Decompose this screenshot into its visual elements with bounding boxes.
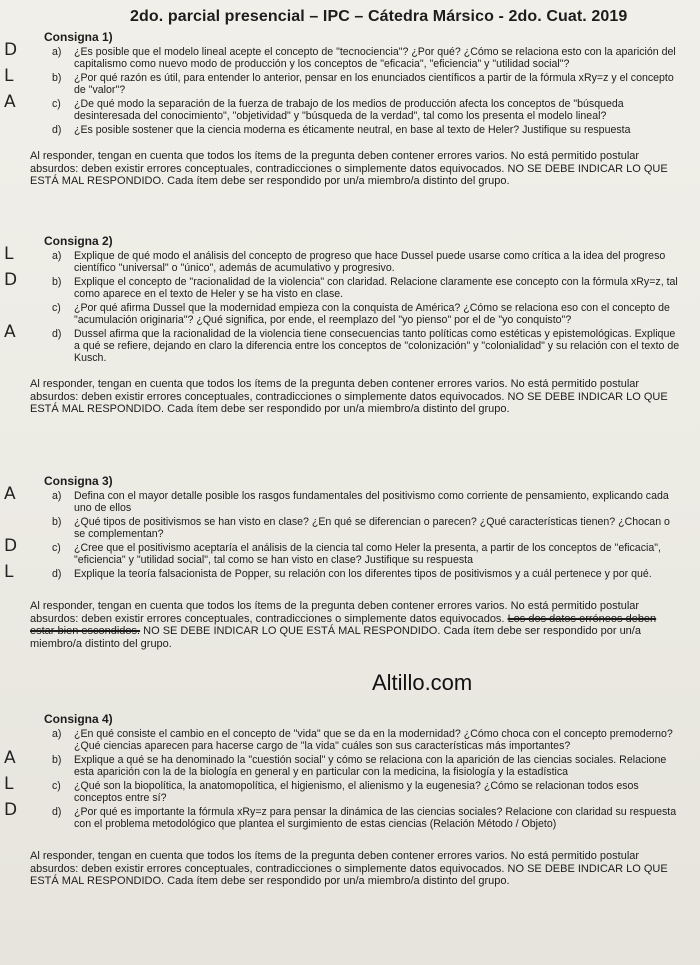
item-text: ¿Es posible que el modelo lineal acepte el concepto de "tecnociencia"? ¿Por qué? ¿Cómo se relaciona esto con la aparición del capitalismo como nuevo modo de producción y los conceptos de "eficacia", "eficiencia" y "utilidad social"? (74, 46, 676, 70)
item-letter: b) (52, 754, 62, 766)
question-item (4, 800, 680, 830)
handwritten-mark: D (4, 536, 18, 556)
question-item (4, 774, 680, 804)
question-item (30, 516, 680, 540)
item-text: ¿Por qué es importante la fórmula xRy=z para pensar la dinámica de las ciencias sociales? Relacione con claridad su respuesta con el problema metodológico que plantea el surgimiento de estas ciencias (Relación Método / Objeto) (74, 806, 677, 830)
instructions-note: Al responder, tengan en cuenta que todos los ítems de la pregunta deben contener errores varios. No está permitido postular absurdos: deben existir errores conceptuales, contradicciones o simplemente datos equivocados. NO SE DEBE INDICAR LO QUE ESTÁ MAL RESPONDIDO. Cada ítem debe ser respondido por un/a miembro/a distinto del grupo. (30, 850, 668, 888)
item-letter: d) (52, 328, 62, 340)
question-item (30, 124, 680, 136)
consigna-1 (4, 30, 680, 188)
consigna-heading: Consigna 1) (44, 30, 113, 44)
item-letter: c) (52, 542, 61, 554)
handwritten-mark: D (4, 270, 18, 290)
item-letter: d) (52, 568, 62, 580)
consigna-heading: Consigna 4) (44, 712, 113, 726)
item-letter: b) (52, 516, 62, 528)
question-item (4, 244, 680, 274)
item-text: ¿De qué modo la separación de la fuerza de trabajo de los medios de producción afecta los conceptos de "búsqueda desinteresada del conocimiento", "objetividad" y "búsqueda de la verdad", tal como los presenta el modelo lineal? (74, 98, 624, 122)
handwritten-mark: L (4, 244, 14, 264)
question-item (4, 484, 680, 514)
item-text: ¿Por qué razón es útil, para entender lo anterior, pensar en los enunciados científicos a partir de la fórmula xRy=z y el concepto de "valor"? (74, 72, 674, 96)
item-letter: c) (52, 302, 61, 314)
handwritten-mark: D (4, 40, 18, 60)
handwritten-mark: L (4, 774, 14, 794)
page-title: 2do. parcial presencial – IPC – Cátedra Mársico - 2do. Cuat. 2019 (130, 8, 628, 25)
item-letter: d) (52, 806, 62, 818)
item-letter: d) (52, 124, 62, 136)
handwritten-mark: A (4, 322, 16, 342)
handwritten-mark: A (4, 484, 16, 504)
question-item (4, 66, 680, 96)
item-text: ¿Es posible sostener que la ciencia moderna es éticamente neutral, en base al texto de Heler? Justifique su respuesta (74, 124, 631, 136)
watermark: Altillo.com (372, 670, 473, 695)
item-letter: a) (52, 490, 62, 502)
question-item (4, 40, 680, 70)
note-part: NO SE DEBE INDICAR LO QUE ESTÁ MAL RESPONDIDO. Cada ítem debe ser respondido por un/a miembro/a distinto del grupo. (30, 625, 641, 650)
item-text: ¿En qué consiste el cambio en el concepto de "vida" que se da en la modernidad? ¿Cómo choca con el concepto premoderno? ¿Qué ciencias aparecen para hacerse cargo de "la vida" cuáles son sus características más importantes? (74, 728, 673, 752)
item-text: Explique de qué modo el análisis del concepto de progreso que hace Dussel puede usarse como crítica a la idea del progreso científico "universal" o "único", además de acumulativo y progresivo. (74, 250, 666, 274)
instructions-note: Al responder, tengan en cuenta que todos los ítems de la pregunta deben contener errores varios. No está permitido postular absurdos: deben existir errores conceptuales, contradicciones o simplemente datos equivocados. NO SE DEBE INDICAR LO QUE ESTÁ MAL RESPONDIDO. Cada ítem debe ser respondido por un/a miembro/a distinto del grupo. (30, 150, 668, 188)
handwritten-mark: L (4, 66, 14, 86)
handwritten-mark: A (4, 92, 16, 112)
item-letter: b) (52, 276, 62, 288)
item-letter: c) (52, 780, 61, 792)
item-letter: c) (52, 98, 61, 110)
handwritten-mark: D (4, 800, 18, 820)
question-item (4, 322, 680, 364)
item-text: Defina con el mayor detalle posible los rasgos fundamentales del positivismo como corriente de pensamiento, explicando cada uno de ellos (74, 490, 669, 514)
item-text: Dussel afirma que la racionalidad de la violencia tiene consecuencias tanto políticas como estéticas y epistemológicas. Explique a qué se refiere, dejando en claro la diferencia entre los conceptos de "colonización" y "colonialidad" y su relación con el texto de Kusch. (74, 328, 680, 364)
question-item (4, 748, 680, 778)
question-item (30, 302, 680, 326)
item-text: ¿Por qué afirma Dussel que la modernidad empieza con la conquista de América? ¿Cómo se relaciona eso con el concepto de "acumulación originaria"? ¿Qué significa, por ende, el reemplazo del "yo pienso" por el de "yo conquisto"? (74, 302, 670, 326)
consigna-heading: Consigna 3) (44, 474, 113, 488)
instructions-note (30, 600, 680, 650)
consigna-4 (4, 712, 680, 888)
item-text: Explique a qué se ha denominado la "cuestión social" y cómo se relaciona con la aparición de las ciencias sociales. Relacione esta aparición con la de la biología en general y en particular con la medicina, la fisiología y la estadística (74, 754, 667, 778)
item-text: Explique el concepto de "racionalidad de la violencia" con claridad. Relacione claramente ese concepto con la fórmula xRy=z, tal como aparece en el texto de Heler y se ha visto en clase. (74, 276, 678, 300)
item-text: ¿Qué son la biopolítica, la anatomopolítica, el higienismo, el alienismo y la eugenesia? ¿Cómo se relacionan todos esos conceptos entre sí? (74, 780, 639, 804)
item-letter: a) (52, 250, 62, 262)
item-letter: a) (52, 46, 62, 58)
handwritten-mark: A (4, 748, 16, 768)
item-letter: a) (52, 728, 62, 740)
struck-out-text: Los dos datos erróneos deben estar bien escondidos. (30, 612, 657, 638)
question-item (4, 270, 680, 300)
question-item (4, 536, 680, 566)
item-letter: b) (52, 72, 62, 84)
instructions-note: Al responder, tengan en cuenta que todos los ítems de la pregunta deben contener errores varios. No está permitido postular absurdos: deben existir errores conceptuales, contradicciones o simplemente datos equivocados. NO SE DEBE INDICAR LO QUE ESTÁ MAL RESPONDIDO. Cada ítem debe ser respondido por un/a miembro/a distinto del grupo. (30, 378, 668, 416)
note-part: Al responder, tengan en cuenta que todos los ítems de la pregunta deben contener errores varios. No está permitido postular absurdos: deben existir errores conceptuales, contradicciones o simplemente datos equivocados. (30, 600, 640, 625)
consigna-3 (4, 474, 680, 650)
item-text: Explique la teoría falsacionista de Popper, su relación con los diferentes tipos de positivismos y a cuál pertenece y por qué. (74, 568, 652, 580)
question-item (4, 562, 680, 582)
item-text: ¿Cree que el positivismo aceptaría el análisis de la ciencia tal como Heler la presenta, a partir de los conceptos de "eficacia", "eficiencia" y "utilidad social", tal como se han visto en clase? Justifique su respuesta (74, 542, 661, 566)
consigna-2 (4, 234, 680, 416)
handwritten-mark: L (4, 562, 14, 582)
question-item (4, 92, 680, 122)
question-item (30, 728, 680, 752)
consigna-heading: Consigna 2) (44, 234, 113, 248)
item-text: ¿Qué tipos de positivismos se han visto en clase? ¿En qué se diferencian o parecen? ¿Qué características tienen? ¿Chocan o se complementan? (74, 516, 670, 540)
